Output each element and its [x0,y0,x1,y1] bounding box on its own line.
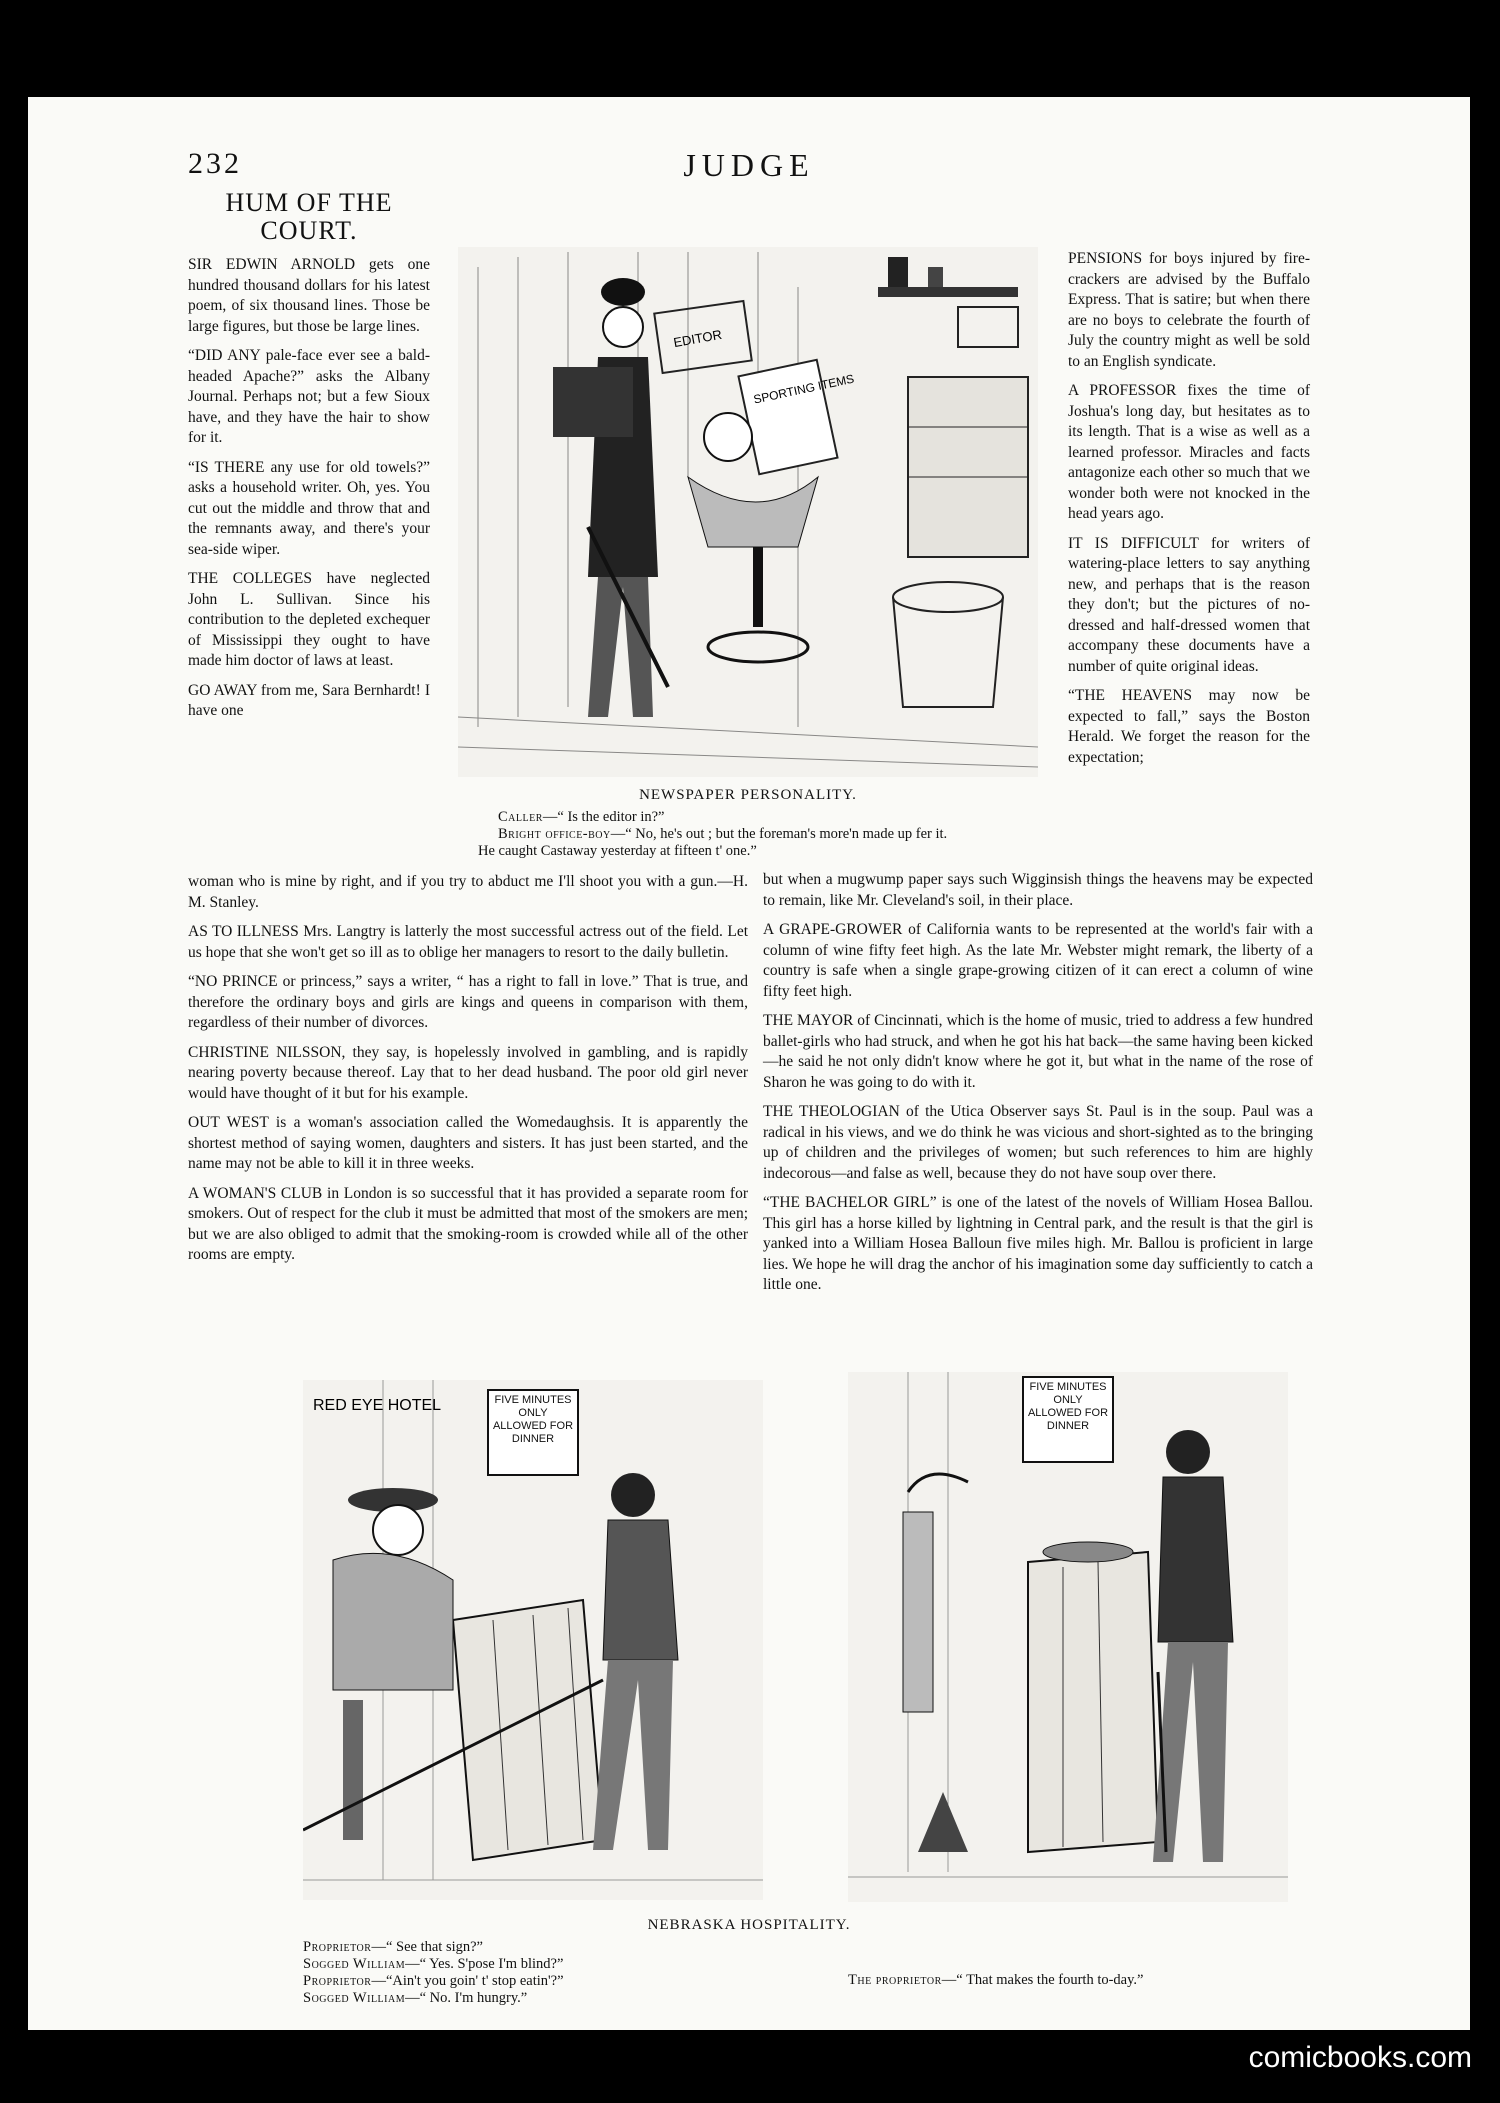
dialogue: —“ Is the editor in?” [542,809,665,825]
nebraska-left-panel [303,1380,763,1900]
newspaper-personality-title: NEWSPAPER PERSONALITY. [639,787,857,803]
page-number: 232 [188,147,242,180]
magazine-title: JUDGE [683,147,815,183]
article-item: THE THEOLOGIAN of the Utica Observer says St. Paul is in the soup. Paul was a radical in his views, and we do think he was vicious and short-sighted as to the bringing up of children and the privileges of women; but such references to him are highly indecorous—and false as well, because they do not have soup over there. [763,1103,1313,1182]
article-item: GO AWAY from me, Sara Bernhardt! I have one [188,681,430,719]
article-item: IT IS DIFFICULT for writers of watering-place letters to say anything new, and perhaps that is the reason they don't; but the pictures of no-dressed and half-dressed women that accompany these documents have a number of quite original ideas. [1068,534,1310,675]
speaker: The proprietor [848,1972,942,1988]
lower-right-column [763,870,1313,1305]
watermark: comicbooks.com [1248,2041,1472,2074]
dialogue: He caught Castaway yesterday at fifteen t' one.” [478,843,757,859]
dialogue: —“Ain't you goin' t' stop eatin'?” [371,1973,564,1989]
editor-sign: EDITOR [672,326,723,351]
dialogue: —“ No, he's out ; but the foreman's more'n made up fer it. [610,826,948,842]
nebraska-right-caption [848,1972,1288,1989]
speaker: Bright office-boy [498,826,611,842]
left-column-text [188,255,430,722]
speaker: Proprietor [303,1973,372,1989]
dialogue: —“ See that sign?” [371,1939,483,1955]
nebraska-hospitality-title: NEBRASKA HOSPITALITY. [647,1917,851,1933]
article-item: OUT WEST is a woman's association called the Womedaughsis. It is apparently the shortest method of saying women, daughters and sisters. It has just been started, and the name may not be able to kill it in three weeks. [188,1114,748,1172]
right-column [1068,249,1310,777]
article-item: but when a mugwump paper says such Wigginsish things the heavens may be expected to remain, like Mr. Cleveland's soil, in their place. [763,871,1313,909]
article-item: A PROFESSOR fixes the time of Joshua's long day, but hesitates as to its length. That is a wise as well as a learned professor. Miracles and facts antagonize each other so much that we wonder both were not knocked in the head years ago. [1068,382,1310,522]
article-item: “THE BACHELOR GIRL” is one of the latest of the novels of William Hosea Ballou. This girl has a horse killed by lightning in Central park, and the result is that the girl is yanked into a William Hosea Balloun five miles high. Mr. Ballou is proficient in large lies. We hope he will drag the anchor of his imagination some day sufficiently to catch a little one. [763,1194,1313,1293]
hotel-sign: RED EYE HOTEL [313,1397,442,1414]
magazine-page [28,97,1470,2030]
article-item: A WOMAN'S CLUB in London is so successful that it has provided a separate room for smokers. Out of respect for the club it must be admitted that most of the smokers are men; but we are also obliged to admit that the smoking-room is crowded while all of the other rooms are empty. [188,1184,748,1263]
article-item: CHRISTINE NILSSON, they say, is hopelessly involved in gambling, and is rapidly nearing poverty because thereof. Lay that to her dead husband. The poor old girl never would have thought of it but for his example. [188,1043,748,1102]
dialogue: —“ No. I'm hungry.” [405,1990,528,2006]
article-item: THE MAYOR of Cincinnati, which is the home of music, tried to address a few hundred ballet-girls who had struck, and when he got his hat back—the same having been kicked—he said he not only didn't know where he got it, but what in the name of the rose of Sharon he was going to do with it. [763,1012,1313,1091]
article-item: “NO PRINCE or princess,” says a writer, “ has a right to fall in love.” That is true, and therefore the ordinary boys and girls are kings and queens in comparison with them, regardless of their number of divorces. [188,973,748,1031]
dinner-sign: FIVE MINUTES ONLY ALLOWED FOR DINNER [492,1394,574,1445]
dinner-sign: FIVE MINUTES ONLY ALLOWED FOR DINNER [1027,1381,1109,1432]
article-item: A GRAPE-GROWER of California wants to be represented at the world's fair with a column of wine fifty feet high. As the late Mr. Webster might remark, the liberty of a country is safe when a single grape-growing citizen of it can erect a column of wine fifty feet high. [763,921,1313,1000]
article-item: “THE HEAVENS may now be expected to fall,” says the Boston Herald. We forget the reason for the expectation; [1068,687,1310,766]
lower-left-column [188,872,748,1275]
dialogue: —“ Yes. S'pose I'm blind?” [405,1956,564,1972]
left-column [188,189,430,731]
newspaper-personality-caption [478,809,1058,860]
speaker: Sogged William [303,1956,406,1972]
nebraska-left-caption [303,1939,743,2007]
article-item: THE COLLEGES have neglected John L. Sullivan. Since his contribution to the depleted exchequer of Mississippi they ought to have made him doctor of laws at least. [188,570,430,669]
sporting-items-paper: SPORTING ITEMS [752,371,856,407]
nebraska-right-panel [848,1372,1288,1902]
article-item: SIR EDWIN ARNOLD gets one hundred thousand dollars for his latest poem, of six thousand lines. Those be large figures, but those be large lines. [188,256,430,335]
article-item: woman who is mine by right, and if you try to abduct me I'll shoot you with a gun.—H. M. Stanley. [188,873,748,911]
article-item: “IS THERE any use for old towels?” asks a household writer. Oh, yes. You cut out the middle and throw that and the remnants away, and there's your sea-side wiper. [188,458,430,558]
column-title: HUM OF THE COURT. [225,188,393,245]
article-item: PENSIONS for boys injured by fire-crackers are advised by the Buffalo Express. That is satire; but when there are no boys to celebrate the fourth of July the country might as well be sold to an English syndicate. [1068,250,1310,370]
speaker: Proprietor [303,1939,372,1955]
article-item: AS TO ILLNESS Mrs. Langtry is latterly the most successful actress out of the field. Let us hope that she won't get so ill as to oblige her managers to resort to the daily bulletin. [188,923,748,961]
speaker: Caller [498,809,543,825]
newspaper-personality-illustration [458,247,1038,777]
dialogue: —“ That makes the fourth to-day.” [941,1972,1144,1988]
article-item: “DID ANY pale-face ever see a bald-headed Apache?” asks the Albany Journal. Perhaps not; but a few Sioux have, and they have the hair to show for it. [188,347,430,446]
speaker: Sogged William [303,1990,406,2006]
